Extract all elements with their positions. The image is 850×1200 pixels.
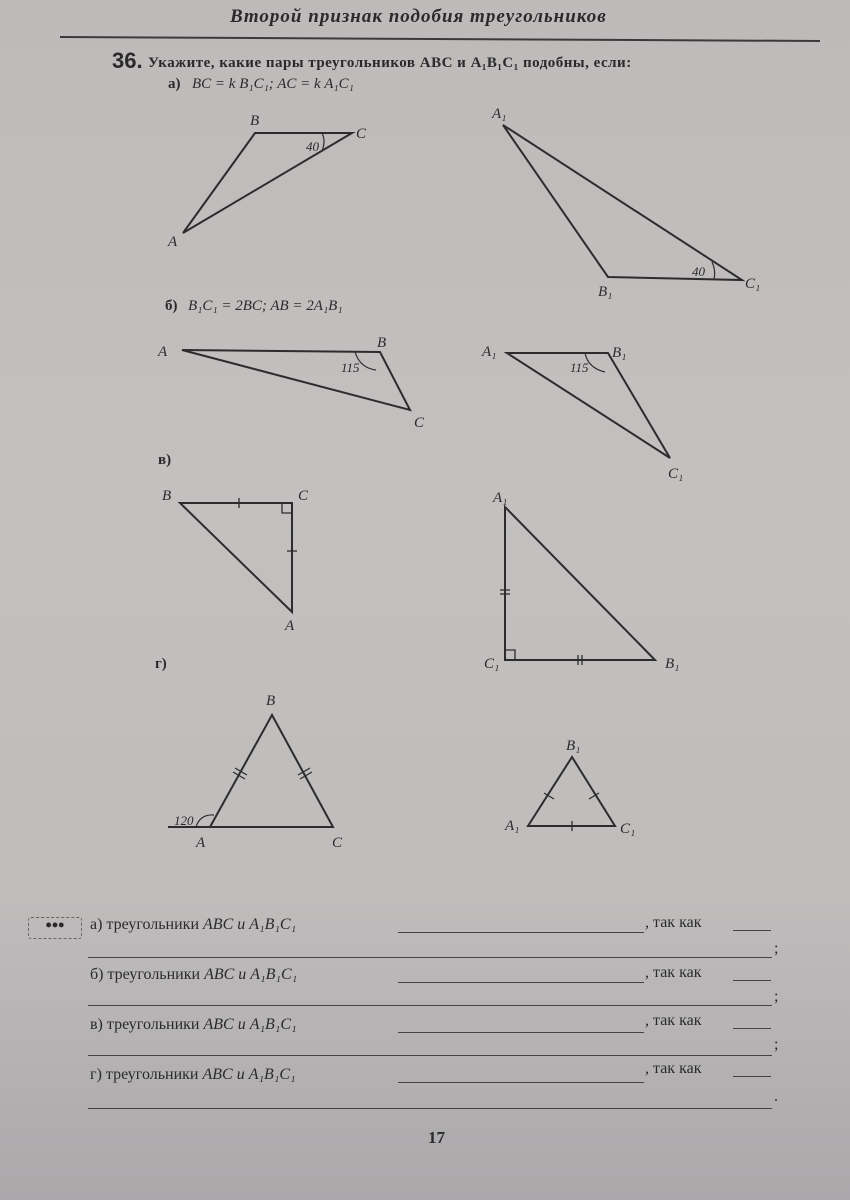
answer-a-line-2[interactable] (88, 957, 772, 958)
angle-b1-value: 115 (570, 360, 589, 375)
label-a-A: A (168, 234, 178, 250)
label-v-C1: C₁ (484, 656, 500, 672)
answer-g-line-2[interactable] (88, 1108, 772, 1109)
label-g-C1: C₁ (620, 821, 636, 837)
part-g-label: г) (155, 656, 167, 672)
label-g-B: B (266, 693, 276, 709)
answer-b-end: ; (774, 988, 779, 1005)
page-number: 17 (428, 1128, 445, 1147)
angle-a1-value: 40 (692, 264, 705, 279)
part-v-label: в) (158, 452, 172, 468)
angle-a-value: 40 (306, 139, 319, 154)
triangle-abc-g (210, 715, 333, 827)
label-b-C: C (414, 415, 425, 431)
label-b-C1: C₁ (668, 466, 684, 482)
answer-g-end: . (774, 1088, 778, 1105)
label-v-B: B (162, 488, 172, 504)
label-a-C: C (356, 126, 367, 142)
label-a-B1: B₁ (598, 284, 613, 300)
label-a-C1: C₁ (745, 276, 761, 292)
right-angle-mark-c (282, 503, 292, 513)
answer-a-end: ; (774, 940, 779, 957)
part-b-label: б) (165, 298, 178, 314)
answer-g-reason-blank[interactable] (733, 1076, 771, 1077)
answer-b-reason-blank[interactable] (733, 980, 771, 981)
triangle-abc-v (180, 503, 292, 612)
answer-v-prefix: в) треугольники (90, 1016, 200, 1033)
label-b-A1: A₁ (482, 344, 497, 360)
page-header-title: Второй признак подобия треугольников (230, 6, 607, 27)
answer-b-pair: ABC и A₁B₁C₁ (204, 966, 298, 983)
answer-b-blank[interactable] (398, 982, 644, 983)
triangle-a1b1c1-a (503, 125, 742, 280)
exercise-level-marker: ••• (28, 917, 82, 939)
label-a-B: B (250, 113, 260, 129)
angle-arc-a1 (712, 262, 715, 280)
answer-v-pair: ABC и A₁B₁C₁ (203, 1016, 297, 1033)
task-number: 36. (112, 48, 143, 73)
answer-v-blank[interactable] (398, 1032, 644, 1033)
answer-a-pair: ABC и A₁B₁C₁ (203, 916, 297, 933)
triangle-a1b1c1-v (505, 507, 655, 660)
label-v-A: A (285, 618, 295, 634)
label-v-A1: A₁ (493, 490, 508, 506)
task-statement: Укажите, какие пары треугольников ABC и A₁B₁C₁ подобны, если: (148, 55, 632, 71)
answer-v-end: ; (774, 1036, 779, 1053)
label-g-A1: A₁ (505, 818, 520, 834)
answer-a-blank[interactable] (398, 932, 644, 933)
triangle-abc-a (183, 133, 352, 233)
answer-b-line-2[interactable] (88, 1005, 772, 1006)
answer-v-since: , так как (645, 1012, 702, 1029)
label-g-C: C (332, 835, 343, 851)
answer-a-since: , так как (645, 914, 702, 931)
label-a-A1: A₁ (492, 106, 507, 122)
label-g-A: A (196, 835, 206, 851)
label-v-C: C (298, 488, 309, 504)
label-b-B: B (377, 335, 387, 351)
answer-b-since: , так как (645, 964, 702, 981)
triangle-a1b1c1-g (528, 757, 615, 826)
angle-g-value: 120 (174, 813, 194, 828)
answer-v-reason-blank[interactable] (733, 1028, 771, 1029)
part-a-label: а) (168, 76, 181, 92)
answer-v-line-2[interactable] (88, 1055, 772, 1056)
right-angle-mark-c1 (505, 650, 515, 660)
part-b-condition: B₁C₁ = 2BC; AB = 2A₁B₁ (188, 298, 343, 314)
part-a-condition: BC = k B₁C₁; AC = k A₁C₁ (192, 76, 354, 92)
answer-a-reason-blank[interactable] (733, 930, 771, 931)
answer-g-pair: ABC и A₁B₁C₁ (202, 1066, 296, 1083)
triangle-abc-b (182, 350, 410, 410)
answer-g-since: , так как (645, 1060, 702, 1077)
label-b-B1: B₁ (612, 345, 627, 361)
label-v-B1: B₁ (665, 656, 680, 672)
angle-arc-a (322, 133, 324, 151)
label-g-B1: B₁ (566, 738, 581, 754)
answer-b-prefix: б) треугольники (90, 966, 201, 983)
answer-g-blank[interactable] (398, 1082, 644, 1083)
angle-b-value: 115 (341, 360, 360, 375)
answer-g-prefix: г) треугольники (90, 1066, 199, 1083)
label-b-A: A (158, 344, 168, 360)
answer-a-prefix: а) треугольники (90, 916, 200, 933)
